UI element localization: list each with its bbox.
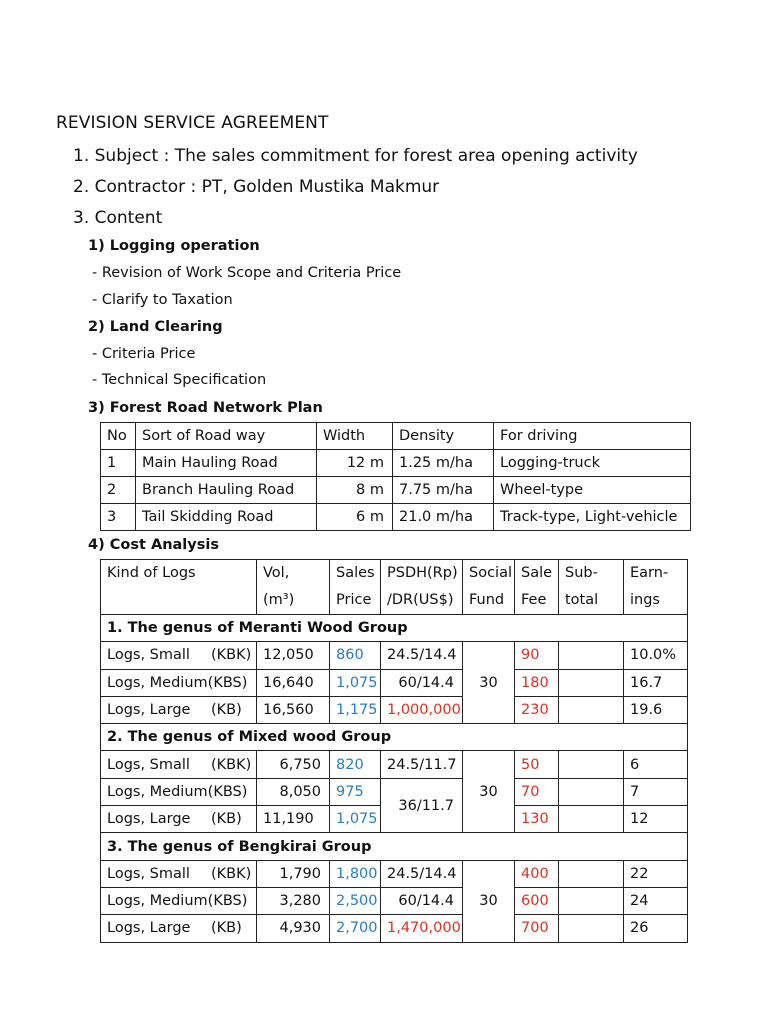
- header-kind: Kind of Logs: [107, 565, 196, 581]
- subtotal-cell: [559, 669, 624, 696]
- table-cell: Track-type, Light-vehicle: [494, 504, 691, 531]
- road-network-table: [100, 422, 691, 531]
- cost-analysis-table: [100, 559, 688, 943]
- subtotal-cell: [559, 860, 624, 887]
- kind-cell: [101, 778, 257, 805]
- earnings-cell: 12: [624, 806, 688, 833]
- log-code: (KBK): [211, 756, 252, 773]
- price-cell: 1,800: [330, 860, 381, 887]
- header-line: PSDH(Rp): [387, 565, 458, 581]
- header-line: Sales: [336, 565, 375, 581]
- kind-cell: [101, 669, 257, 696]
- log-code: (KBS): [207, 674, 248, 691]
- earnings-cell: 6: [624, 751, 688, 778]
- group-header-row: [101, 615, 688, 642]
- subtotal-cell: [559, 778, 624, 805]
- earnings-cell: 19.6: [624, 696, 688, 723]
- fee-cell: 230: [515, 696, 559, 723]
- section-subject: 1. Subject : The sales commitment for forest area opening activity: [73, 146, 638, 166]
- header-line: Social: [469, 565, 512, 581]
- fee-cell: 700: [515, 915, 559, 942]
- table-cell: Branch Hauling Road: [136, 477, 317, 504]
- land-item: - Criteria Price: [92, 346, 196, 362]
- log-kind: Logs, Medium: [107, 783, 208, 800]
- kind-cell: [101, 915, 257, 942]
- price-cell: 2,700: [330, 915, 381, 942]
- table-row: [101, 642, 688, 669]
- kind-cell: [101, 860, 257, 887]
- psdh-cell: 36/11.7: [381, 778, 463, 833]
- fee-cell: 400: [515, 860, 559, 887]
- log-kind: Logs, Medium: [107, 893, 208, 910]
- header-cell: Width: [317, 423, 393, 450]
- table-cell: 1: [101, 450, 136, 477]
- document-title: REVISION SERVICE AGREEMENT: [56, 113, 329, 133]
- log-code: (KBK): [211, 647, 252, 664]
- kind-cell: [101, 751, 257, 778]
- subtotal-cell: [559, 887, 624, 914]
- table-row: [101, 450, 691, 477]
- vol-cell: 16,640: [257, 669, 330, 696]
- table-row: [101, 915, 688, 942]
- earnings-cell: 10.0%: [624, 642, 688, 669]
- log-code: (KB): [211, 702, 242, 719]
- price-cell: 2,500: [330, 887, 381, 914]
- group-title: 2. The genus of Mixed wood Group: [101, 724, 688, 751]
- header-line: (m³): [263, 592, 295, 608]
- section-content: 3. Content: [73, 208, 163, 228]
- log-code: (KB): [211, 811, 242, 828]
- table-header-row: [101, 423, 691, 450]
- header-cell: Density: [393, 423, 494, 450]
- logging-heading: 1) Logging operation: [88, 238, 260, 254]
- header-cell: [381, 560, 463, 615]
- subtotal-cell: [559, 696, 624, 723]
- fee-cell: 600: [515, 887, 559, 914]
- earnings-cell: 16.7: [624, 669, 688, 696]
- subtotal-cell: [559, 915, 624, 942]
- header-cell: [624, 560, 688, 615]
- psdh-cell: 60/14.4: [381, 887, 463, 914]
- header-cell: Sort of Road way: [136, 423, 317, 450]
- log-kind: Logs, Large: [107, 811, 191, 828]
- vol-cell: 3,280: [257, 887, 330, 914]
- vol-cell: 11,190: [257, 806, 330, 833]
- group-header-row: [101, 724, 688, 751]
- header-line: Vol,: [263, 565, 290, 581]
- cost-heading: 4) Cost Analysis: [88, 537, 219, 553]
- header-line: Sub-: [565, 565, 598, 581]
- header-line: Fee: [521, 592, 547, 608]
- price-cell: 1,075: [330, 806, 381, 833]
- kind-cell: [101, 696, 257, 723]
- earnings-cell: 7: [624, 778, 688, 805]
- table-row: [101, 887, 688, 914]
- fee-cell: 130: [515, 806, 559, 833]
- table-cell: 1.25 m/ha: [393, 450, 494, 477]
- table-cell: 3: [101, 504, 136, 531]
- table-cell: Logging-truck: [494, 450, 691, 477]
- earnings-cell: 24: [624, 887, 688, 914]
- log-code: (KBS): [207, 783, 248, 800]
- log-kind: Logs, Medium: [107, 674, 208, 691]
- group-header-row: [101, 833, 688, 860]
- log-code: (KBS): [207, 893, 248, 910]
- table-cell: Wheel-type: [494, 477, 691, 504]
- log-kind: Logs, Small: [107, 865, 190, 882]
- price-cell: 1,075: [330, 669, 381, 696]
- header-line: Sale: [521, 565, 553, 581]
- table-row: [101, 860, 688, 887]
- table-cell: 7.75 m/ha: [393, 477, 494, 504]
- table-row: [101, 504, 691, 531]
- fee-cell: 90: [515, 642, 559, 669]
- log-code: (KBK): [211, 865, 252, 882]
- logging-item: - Clarify to Taxation: [92, 292, 233, 308]
- kind-cell: [101, 806, 257, 833]
- header-line: Price: [336, 592, 372, 608]
- log-kind: Logs, Small: [107, 647, 190, 664]
- table-cell: 21.0 m/ha: [393, 504, 494, 531]
- table-row: [101, 477, 691, 504]
- price-cell: 1,175: [330, 696, 381, 723]
- subtotal-cell: [559, 751, 624, 778]
- log-kind: Logs, Small: [107, 756, 190, 773]
- psdh-cell: 24.5/14.4: [381, 860, 463, 887]
- header-line: Earn-: [630, 565, 669, 581]
- table-row: [101, 778, 688, 805]
- price-cell: 820: [330, 751, 381, 778]
- header-line: Fund: [469, 592, 505, 608]
- logging-item: - Revision of Work Scope and Criteria Price: [92, 265, 402, 281]
- subtotal-cell: [559, 642, 624, 669]
- header-cell: [463, 560, 515, 615]
- header-cell: [330, 560, 381, 615]
- header-cell: [559, 560, 624, 615]
- header-line: ings: [630, 592, 660, 608]
- land-heading: 2) Land Clearing: [88, 319, 223, 335]
- header-cell: No: [101, 423, 136, 450]
- road-heading: 3) Forest Road Network Plan: [88, 400, 323, 416]
- vol-cell: 8,050: [257, 778, 330, 805]
- header-cell: [257, 560, 330, 615]
- vol-cell: 16,560: [257, 696, 330, 723]
- price-cell: 975: [330, 778, 381, 805]
- earnings-cell: 26: [624, 915, 688, 942]
- header-cell: [515, 560, 559, 615]
- header-line: /DR(US$): [387, 592, 454, 608]
- table-row: [101, 696, 688, 723]
- subtotal-cell: [559, 806, 624, 833]
- price-cell: 860: [330, 642, 381, 669]
- log-kind: Logs, Large: [107, 702, 191, 719]
- fee-cell: 70: [515, 778, 559, 805]
- header-cell: For driving: [494, 423, 691, 450]
- table-row: [101, 669, 688, 696]
- header-line: total: [565, 592, 599, 608]
- table-cell: 2: [101, 477, 136, 504]
- table-cell: 6 m: [317, 504, 393, 531]
- social-fund-cell: 30: [463, 642, 515, 724]
- section-contractor: 2. Contractor : PT, Golden Mustika Makmur: [73, 177, 440, 197]
- vol-cell: 12,050: [257, 642, 330, 669]
- header-cell: [101, 560, 257, 615]
- fee-cell: 180: [515, 669, 559, 696]
- social-fund-cell: 30: [463, 860, 515, 942]
- group-title: 1. The genus of Meranti Wood Group: [101, 615, 688, 642]
- psdh-cell: 24.5/14.4: [381, 642, 463, 669]
- land-item: - Technical Specification: [92, 372, 267, 388]
- table-header-row: [101, 560, 688, 615]
- earnings-cell: 22: [624, 860, 688, 887]
- table-cell: Main Hauling Road: [136, 450, 317, 477]
- vol-cell: 6,750: [257, 751, 330, 778]
- kind-cell: [101, 887, 257, 914]
- psdh-cell: 1,000,000: [381, 696, 463, 723]
- vol-cell: 4,930: [257, 915, 330, 942]
- psdh-cell: 60/14.4: [381, 669, 463, 696]
- table-cell: Tail Skidding Road: [136, 504, 317, 531]
- group-title: 3. The genus of Bengkirai Group: [101, 833, 688, 860]
- log-kind: Logs, Large: [107, 920, 191, 937]
- log-code: (KB): [211, 920, 242, 937]
- psdh-cell: 24.5/11.7: [381, 751, 463, 778]
- kind-cell: [101, 642, 257, 669]
- table-cell: 12 m: [317, 450, 393, 477]
- social-fund-cell: 30: [463, 751, 515, 833]
- table-row: [101, 751, 688, 778]
- psdh-cell: 1,470,000: [381, 915, 463, 942]
- table-cell: 8 m: [317, 477, 393, 504]
- vol-cell: 1,790: [257, 860, 330, 887]
- fee-cell: 50: [515, 751, 559, 778]
